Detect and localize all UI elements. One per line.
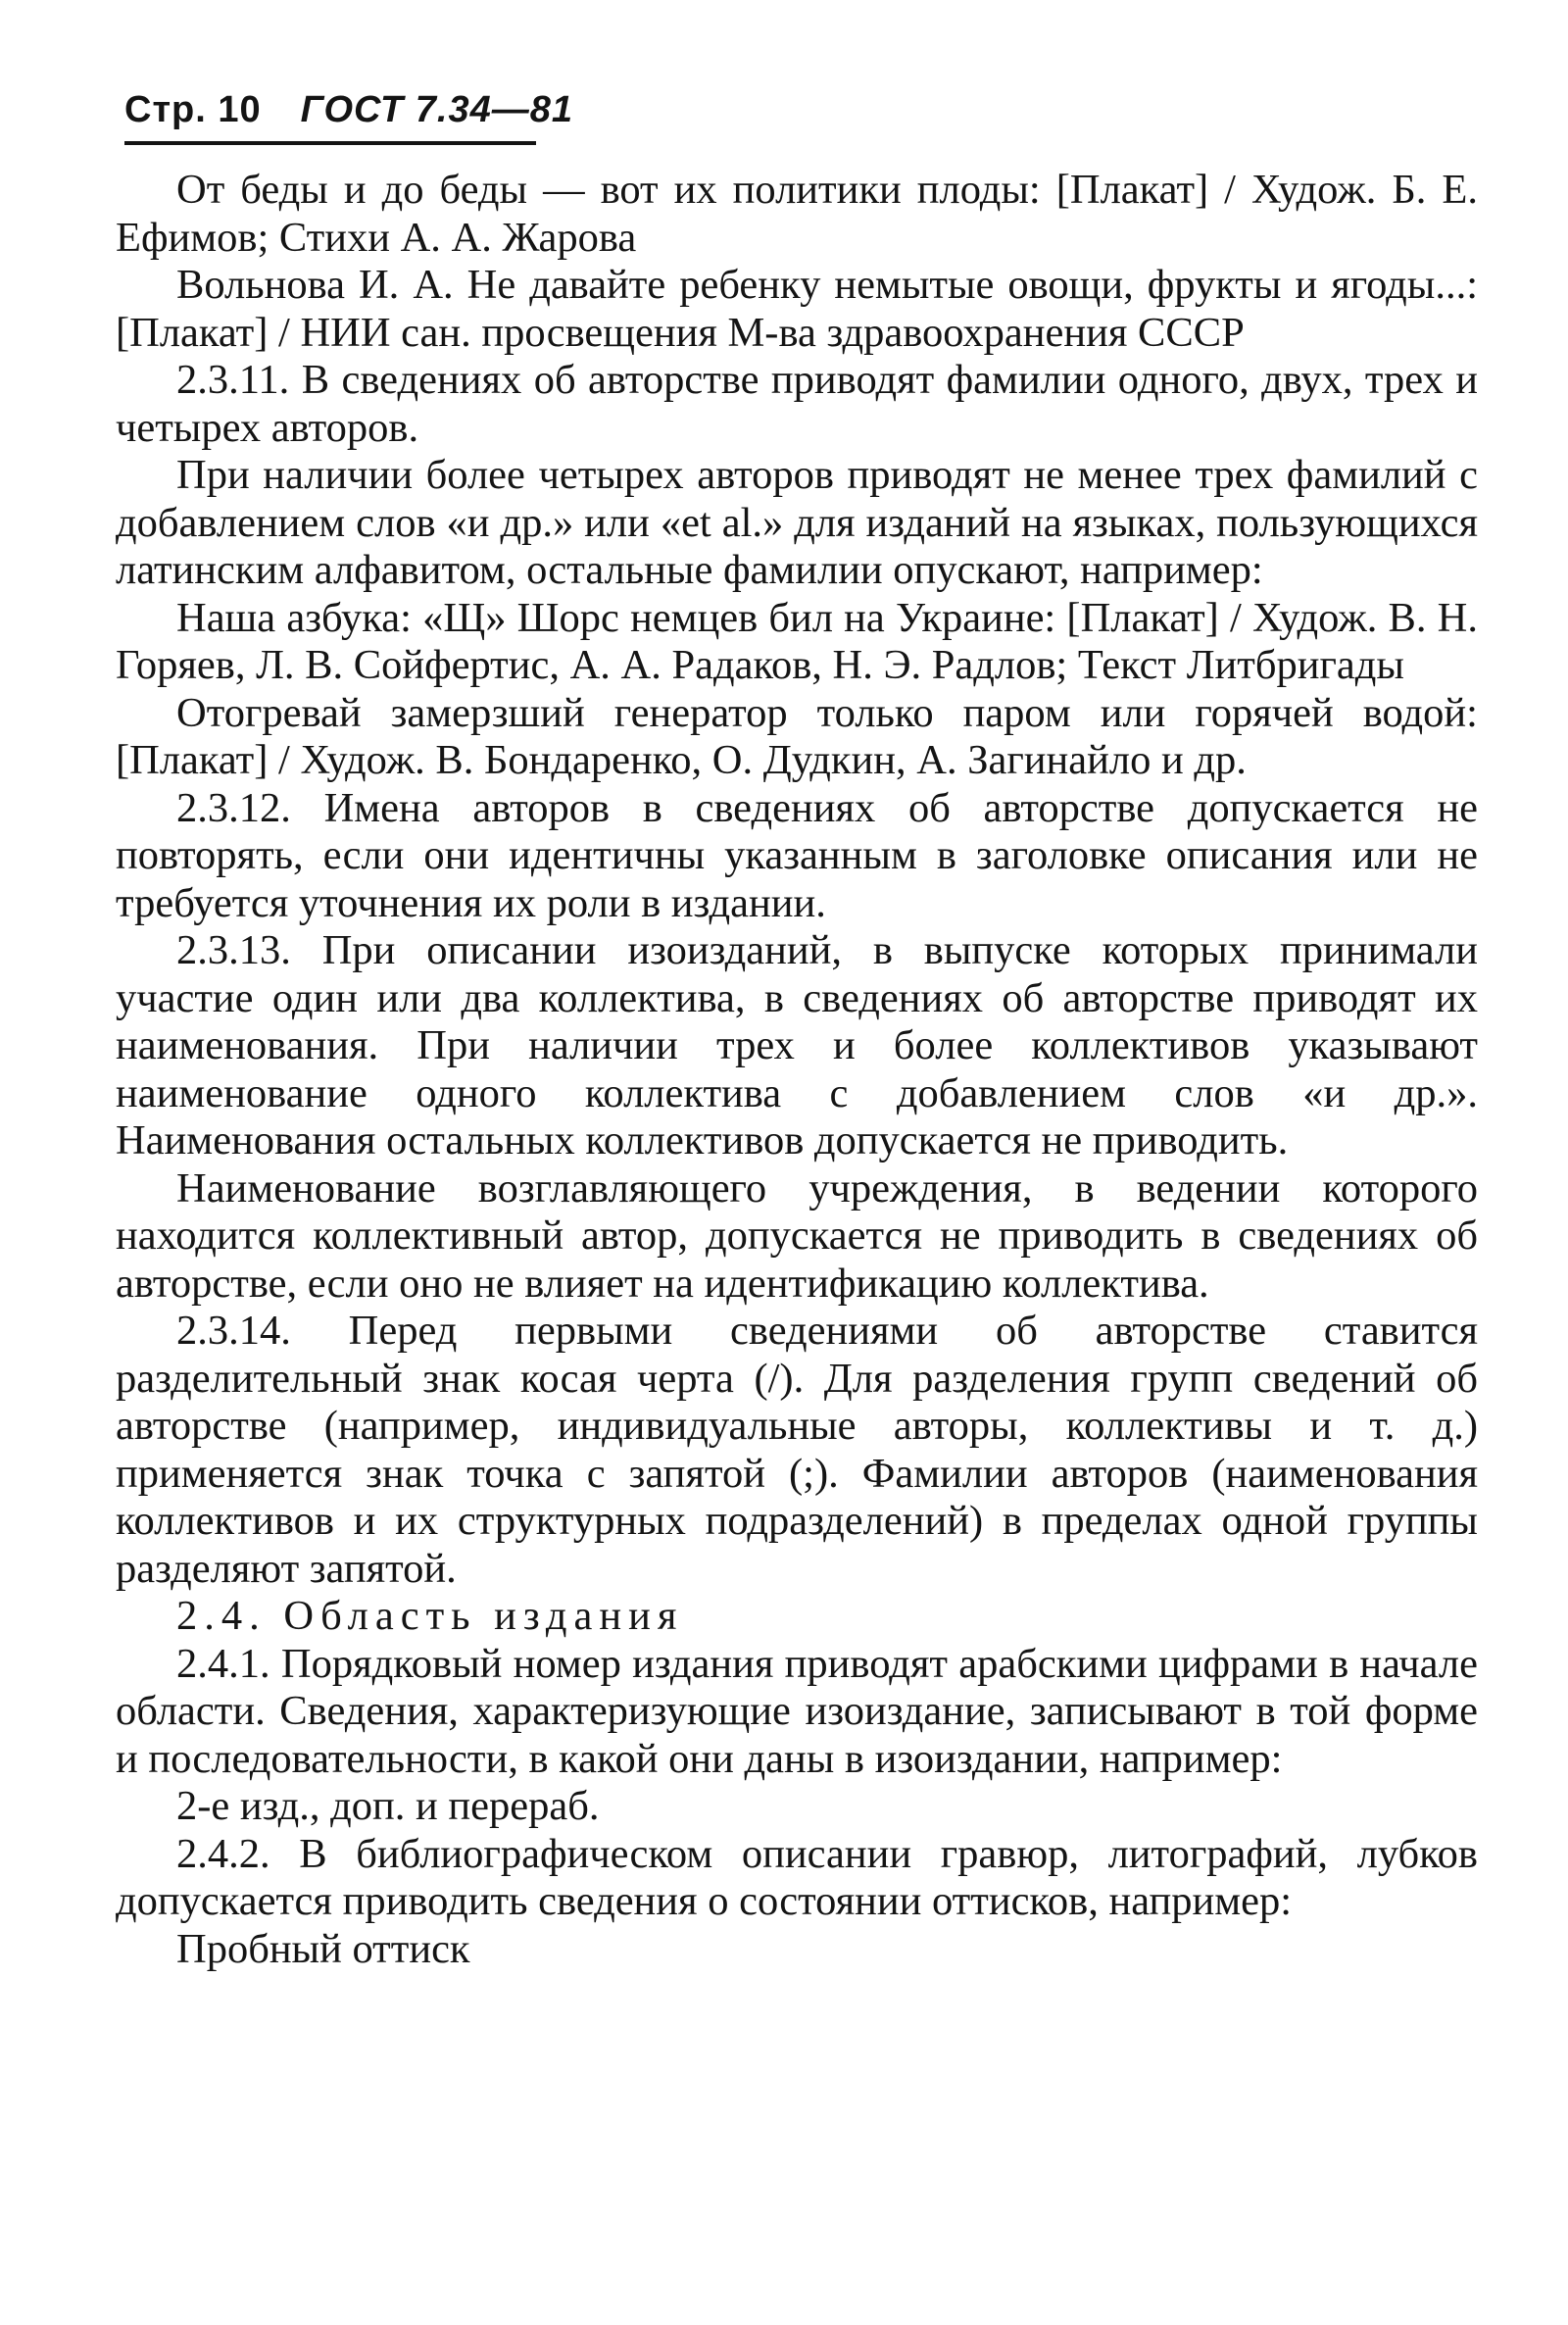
- clause-2-3-11: 2.3.11. В сведениях об авторстве приводят фамилии одного, двух, трех и четырех авторов.: [116, 357, 1478, 451]
- clause-2-3-11-note: При наличии более четырех авторов приводят не менее трех фамилий с добавлением слов «и др.» или «et al.» для изданий на языках, пользующихся латинским алфавитом, остальные фамилии опускают, например:: [116, 452, 1478, 593]
- clause-2-3-13: 2.3.13. При описании изоизданий, в выпуске которых принимали участие один или два коллектива, в сведениях об авторстве приводят их наименования. При наличии трех и более коллективов указывают наименование одного коллектива с добавлением слов «и др.». Наименования остальных коллективов допускается не приводить.: [116, 927, 1478, 1163]
- clause-2-3-13-note: Наименование возглавляющего учреждения, в ведении которого находится коллективный автор, допускается не приводить в сведениях об авторстве, если оно не влияет на идентификацию коллектива.: [116, 1164, 1478, 1307]
- page-body: [116, 167, 1478, 1973]
- example-poster-3: Наша азбука: «Щ» Шорс немцев бил на Украине: [Плакат] / Худож. В. Н. Горяев, Л. В. Сойфертис, А. А. Радаков, Н. Э. Радлов; Текст Литбригады: [116, 594, 1478, 688]
- clause-2-3-12: 2.3.12. Имена авторов в сведениях об авторстве допускается не повторять, если они идентичны указанным в заголовке описания или не требуется уточнения их роли в издании.: [116, 784, 1478, 926]
- example-poster-2: Вольнова И. А. Не давайте ребенку немытые овощи, фрукты и ягоды...: [Плакат] / НИИ сан. просвещения М-ва здравоохранения СССР: [116, 262, 1478, 356]
- example-poster-4: Отогревай замерзший генератор только паром или горячей водой: [Плакат] / Худож. В. Бондаренко, О. Дудкин, А. Загинайло и др.: [116, 689, 1478, 783]
- page-header: [124, 86, 574, 145]
- clause-2-3-14: 2.3.14. Перед первыми сведениями об авторстве ставится разделительный знак косая черта (/). Для разделения групп сведений об авторстве (например, индивидуальные авторы, коллективы и т. д.) применяется знак точка с запятой (;). Фамилии авторов (наименования коллективов и их структурных подразделений) в пределах одной группы разделяют запятой.: [116, 1308, 1478, 1592]
- example-proof: Пробный оттиск: [176, 1925, 470, 1972]
- example-poster-1: От беды и до беды — вот их политики плоды: [Плакат] / Худож. Б. Е. Ефимов; Стихи А. А. Жарова: [116, 167, 1478, 261]
- clause-2-4-2: 2.4.2. В библиографическом описании гравюр, литографий, лубков допускается приводить сведения о состоянии оттисков, например:: [116, 1830, 1478, 1924]
- running-head: [124, 86, 573, 133]
- page-number: Стр. 10: [124, 89, 262, 130]
- section-title-2-4: 2.4. Область издания: [176, 1593, 684, 1639]
- standard-id: ГОСТ 7.34—81: [300, 89, 574, 130]
- example-edition: 2-е изд., доп. и перераб.: [176, 1783, 600, 1829]
- clause-2-4-1: 2.4.1. Порядковый номер издания приводят арабскими цифрами в начале области. Сведения, характеризующие изоиздание, записывают в той форме и последовательности, в какой они даны в изоиздании, например:: [116, 1640, 1478, 1782]
